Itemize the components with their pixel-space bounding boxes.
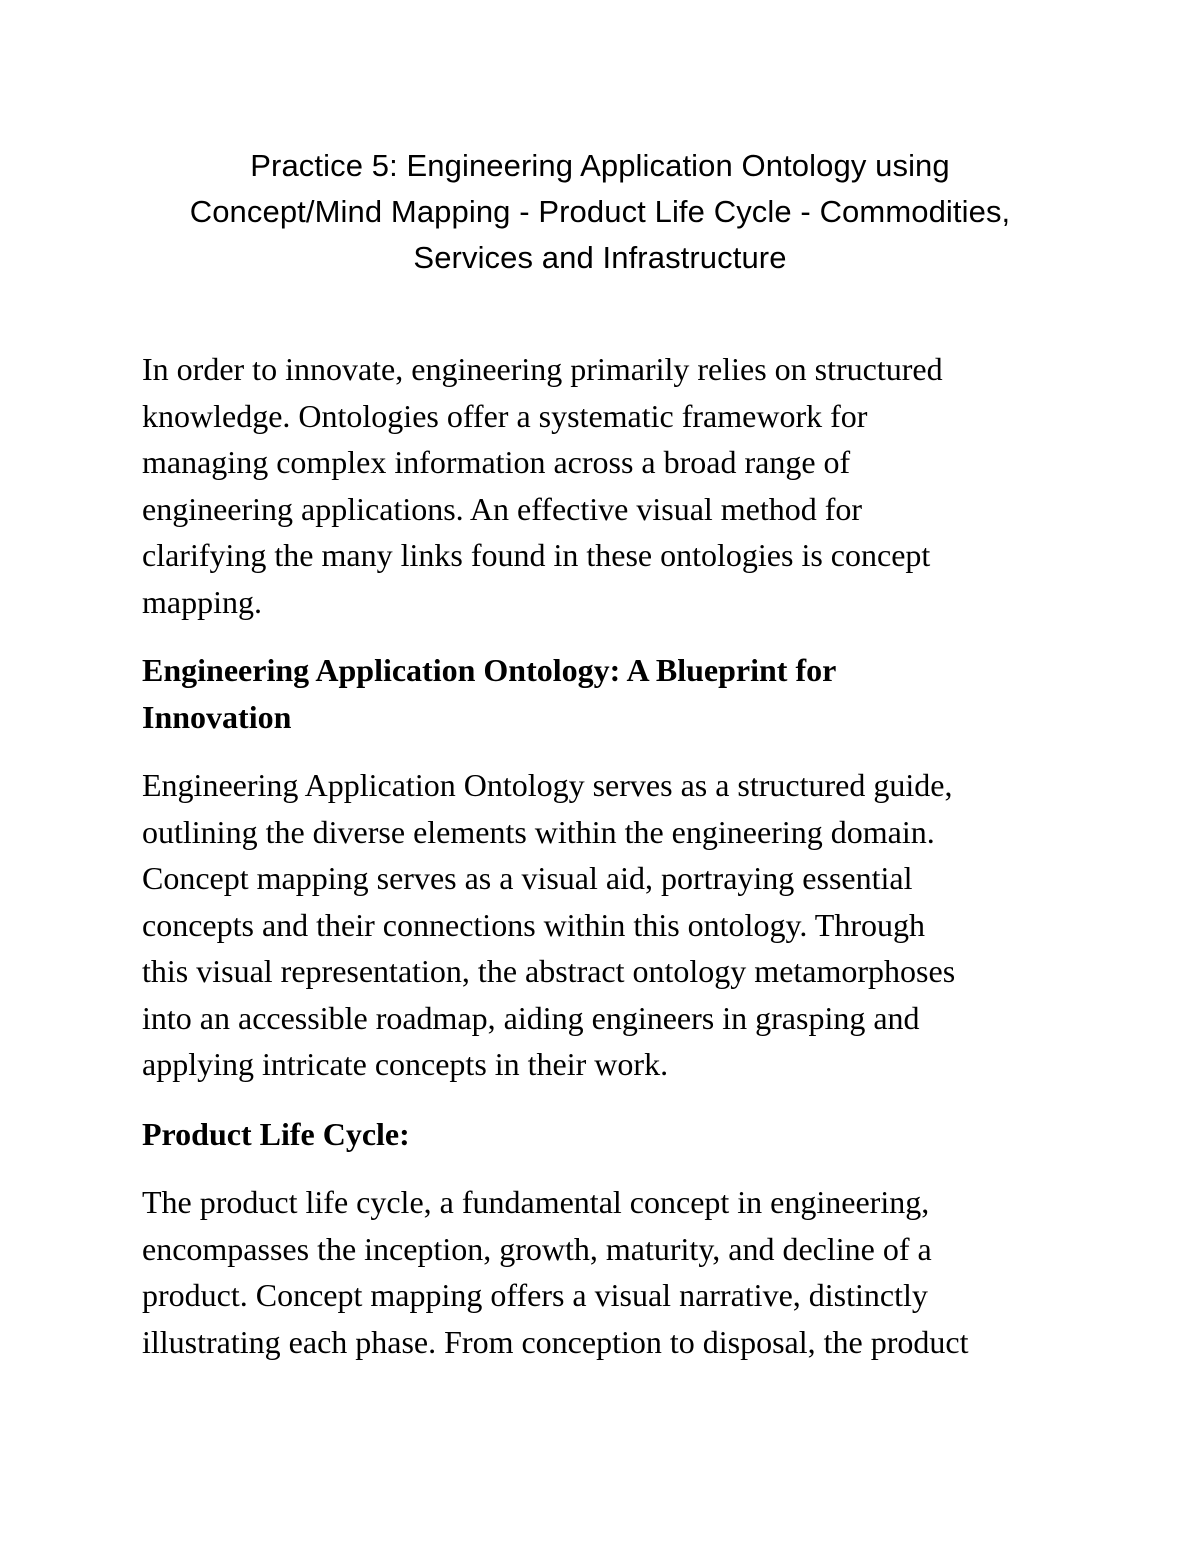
text-line: The product life cycle, a fundamental concept in engineering, [142, 1184, 930, 1220]
product-life-cycle-paragraph [142, 1179, 1072, 1365]
heading-line: Engineering Application Ontology: A Blueprint for [142, 652, 837, 688]
text-line: In order to innovate, engineering primarily relies on structured [142, 351, 943, 387]
ontology-paragraph [142, 762, 1072, 1088]
heading-line: Innovation [142, 698, 292, 735]
title-line: Practice 5: Engineering Application Ontology using [250, 148, 950, 183]
text-line: product. Concept mapping offers a visual narrative, distinctly [142, 1277, 928, 1313]
text-line: mapping. [142, 583, 262, 620]
document-title [100, 143, 1100, 281]
text-line: knowledge. Ontologies offer a systematic framework for [142, 397, 868, 434]
intro-paragraph [142, 346, 1072, 625]
text-line: encompasses the inception, growth, maturity, and decline of a [142, 1230, 932, 1267]
section-heading-ontology [142, 647, 1072, 740]
title-line: Concept/Mind Mapping - Product Life Cycle - Commodities, [189, 194, 1011, 229]
text-line: illustrating each phase. From conception to disposal, the product [142, 1323, 969, 1360]
text-line: this visual representation, the abstract ontology metamorphoses [142, 953, 956, 989]
text-line: Concept mapping serves as a visual aid, portraying essential [142, 860, 913, 896]
text-line: managing complex information across a broad range of [142, 444, 851, 480]
text-line: engineering applications. An effective visual method for [142, 490, 863, 527]
text-line: concepts and their connections within this ontology. Through [142, 906, 925, 943]
text-line: Engineering Application Ontology serves as a structured guide, [142, 767, 953, 803]
text-line: applying intricate concepts in their work. [142, 1046, 669, 1082]
document-body [142, 346, 1072, 1365]
text-line: outlining the diverse elements within the engineering domain. [142, 813, 935, 850]
section-heading-product-life-cycle [142, 1111, 1072, 1158]
text-line: clarifying the many links found in these ontologies is concept [142, 537, 931, 573]
title-line: Services and Infrastructure [413, 240, 787, 275]
text-line: into an accessible roadmap, aiding engineers in grasping and [142, 999, 920, 1036]
heading-line: Product Life Cycle: [142, 1115, 410, 1152]
